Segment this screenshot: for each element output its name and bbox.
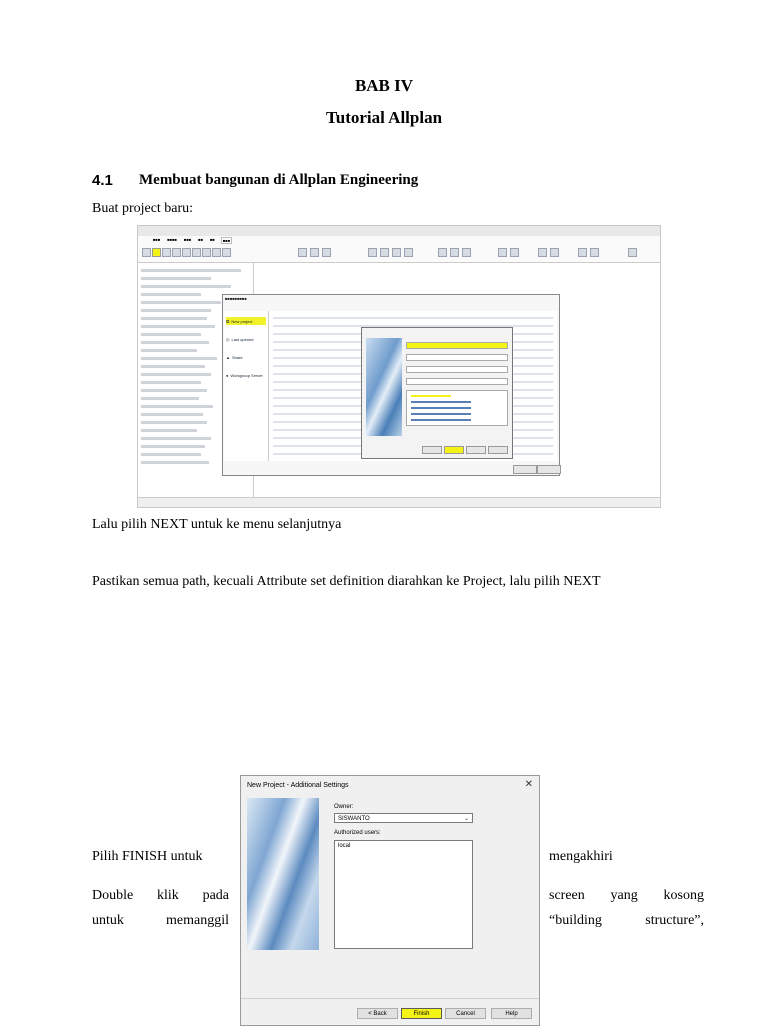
close-icon[interactable]: ✕ bbox=[524, 779, 533, 790]
dialog-sidebar bbox=[224, 311, 269, 461]
paragraph-mengakhiri: mengakhiri bbox=[549, 849, 613, 864]
location-input[interactable] bbox=[406, 354, 508, 361]
cancel-button[interactable] bbox=[537, 465, 561, 474]
tool-icon bbox=[298, 248, 307, 257]
tool-icon bbox=[498, 248, 507, 257]
back-button[interactable]: < Back bbox=[357, 1008, 398, 1019]
chapter-title: Tutorial Allplan bbox=[325, 108, 443, 127]
additional-settings-dialog bbox=[240, 775, 540, 1026]
sidebar-item-share[interactable]: ▲ Share bbox=[226, 354, 243, 360]
tool-icon bbox=[462, 248, 471, 257]
building-image bbox=[247, 798, 319, 950]
clock-icon: ◷ bbox=[226, 336, 230, 342]
paragraph-double-klik: Double klik pada bbox=[92, 888, 229, 903]
ribbon-tabs bbox=[152, 237, 232, 244]
cancel-button[interactable]: Cancel bbox=[445, 1008, 486, 1019]
tool-icon bbox=[438, 248, 447, 257]
tool-icon bbox=[172, 248, 181, 257]
new-project-tool-icon bbox=[152, 248, 161, 257]
ok-button[interactable] bbox=[513, 465, 537, 474]
chapter-heading: BAB IV bbox=[354, 76, 414, 95]
tool-icon bbox=[182, 248, 191, 257]
tool-icon bbox=[162, 248, 171, 257]
tool-icon bbox=[510, 248, 519, 257]
section-number: 4.1 bbox=[92, 172, 113, 189]
dialog-title: New Project - Additional Settings bbox=[247, 782, 349, 789]
ribbon-tab: ■■■■ bbox=[167, 237, 177, 242]
authorized-users-value: local bbox=[338, 843, 351, 849]
tool-icon bbox=[142, 248, 151, 257]
paragraph-pastikan-semua-path: Pastikan semua path, kecuali Attribute set definition diarahkan ke Project, lalu pilih NEXT bbox=[92, 574, 601, 589]
tool-icon bbox=[212, 248, 221, 257]
ribbon-toolbar bbox=[138, 236, 660, 263]
help-button[interactable]: Help bbox=[491, 1008, 532, 1019]
new-project-open-project-dialog bbox=[222, 294, 560, 476]
specify-project-name-dialog bbox=[361, 327, 513, 459]
section-title: Membuat bangunan di Allplan Engineering bbox=[139, 172, 419, 188]
help-button[interactable] bbox=[488, 446, 508, 454]
chevron-down-icon: ⌄ bbox=[463, 816, 469, 822]
share-icon: ▲ bbox=[226, 354, 230, 360]
paragraph-lalu-pilih-next: Lalu pilih NEXT untuk ke menu selanjutnya bbox=[92, 517, 342, 532]
tool-icon bbox=[380, 248, 389, 257]
tool-icon bbox=[192, 248, 201, 257]
tool-icon bbox=[628, 248, 637, 257]
tool-icon bbox=[578, 248, 587, 257]
path-input[interactable] bbox=[406, 378, 508, 385]
ribbon-tab: ■■■ bbox=[153, 237, 161, 242]
divider bbox=[241, 998, 539, 999]
finish-button[interactable]: Finish bbox=[401, 1008, 442, 1019]
tool-icon bbox=[368, 248, 377, 257]
owner-select[interactable] bbox=[334, 813, 473, 823]
new-project-icon: ✪ bbox=[226, 318, 230, 324]
tool-icon bbox=[404, 248, 413, 257]
allplan-screenshot bbox=[137, 225, 661, 508]
globe-icon: ● bbox=[226, 372, 229, 378]
ribbon-tab: ■■ bbox=[198, 237, 204, 242]
tool-icon bbox=[222, 248, 231, 257]
paragraph-pilih-finish: Pilih FINISH untuk bbox=[92, 849, 203, 864]
tool-icon bbox=[322, 248, 331, 257]
sidebar-item-last-opened[interactable]: ◷ Last opened bbox=[226, 336, 254, 342]
status-bar bbox=[138, 497, 660, 508]
owner-value: SISWANTO bbox=[338, 816, 370, 822]
window-titlebar bbox=[138, 226, 660, 236]
tool-icon bbox=[450, 248, 459, 257]
next-button[interactable] bbox=[444, 446, 464, 454]
authorized-users-textarea[interactable] bbox=[334, 840, 473, 949]
paragraph-screen-kosong: screen yang kosong bbox=[549, 888, 704, 903]
tool-icon bbox=[550, 248, 559, 257]
tool-icon bbox=[310, 248, 319, 257]
building-image bbox=[366, 338, 402, 436]
owner-label: Owner: bbox=[334, 804, 354, 810]
paragraph-untuk-memanggil: untuk memanggil bbox=[92, 913, 229, 928]
tool-icon bbox=[538, 248, 547, 257]
tool-icon bbox=[392, 248, 401, 257]
ribbon-tab: ■■ bbox=[210, 237, 215, 242]
back-button[interactable] bbox=[422, 446, 442, 454]
cancel-button[interactable] bbox=[466, 446, 486, 454]
sidebar-item-workgroup-server[interactable]: ● Workgroup Server bbox=[226, 372, 263, 378]
project-list[interactable] bbox=[269, 311, 557, 461]
dialog-title: ■■■■■■■■■ bbox=[225, 296, 247, 301]
tool-icon bbox=[590, 248, 599, 257]
paragraph-building-structure: “building structure”, bbox=[549, 913, 704, 928]
path-input[interactable] bbox=[406, 366, 508, 373]
project-template-tree[interactable] bbox=[406, 390, 508, 426]
project-name-input[interactable] bbox=[406, 342, 508, 349]
paragraph-buat-project: Buat project baru: bbox=[92, 201, 194, 216]
ribbon-tab: ■■■ bbox=[183, 237, 192, 242]
ribbon-tab-active: ■■■ bbox=[222, 238, 231, 243]
authorized-users-label: Authorized users: bbox=[334, 830, 381, 836]
sidebar-item-new-project[interactable]: ✪ New project bbox=[226, 317, 266, 325]
tool-icon bbox=[202, 248, 211, 257]
